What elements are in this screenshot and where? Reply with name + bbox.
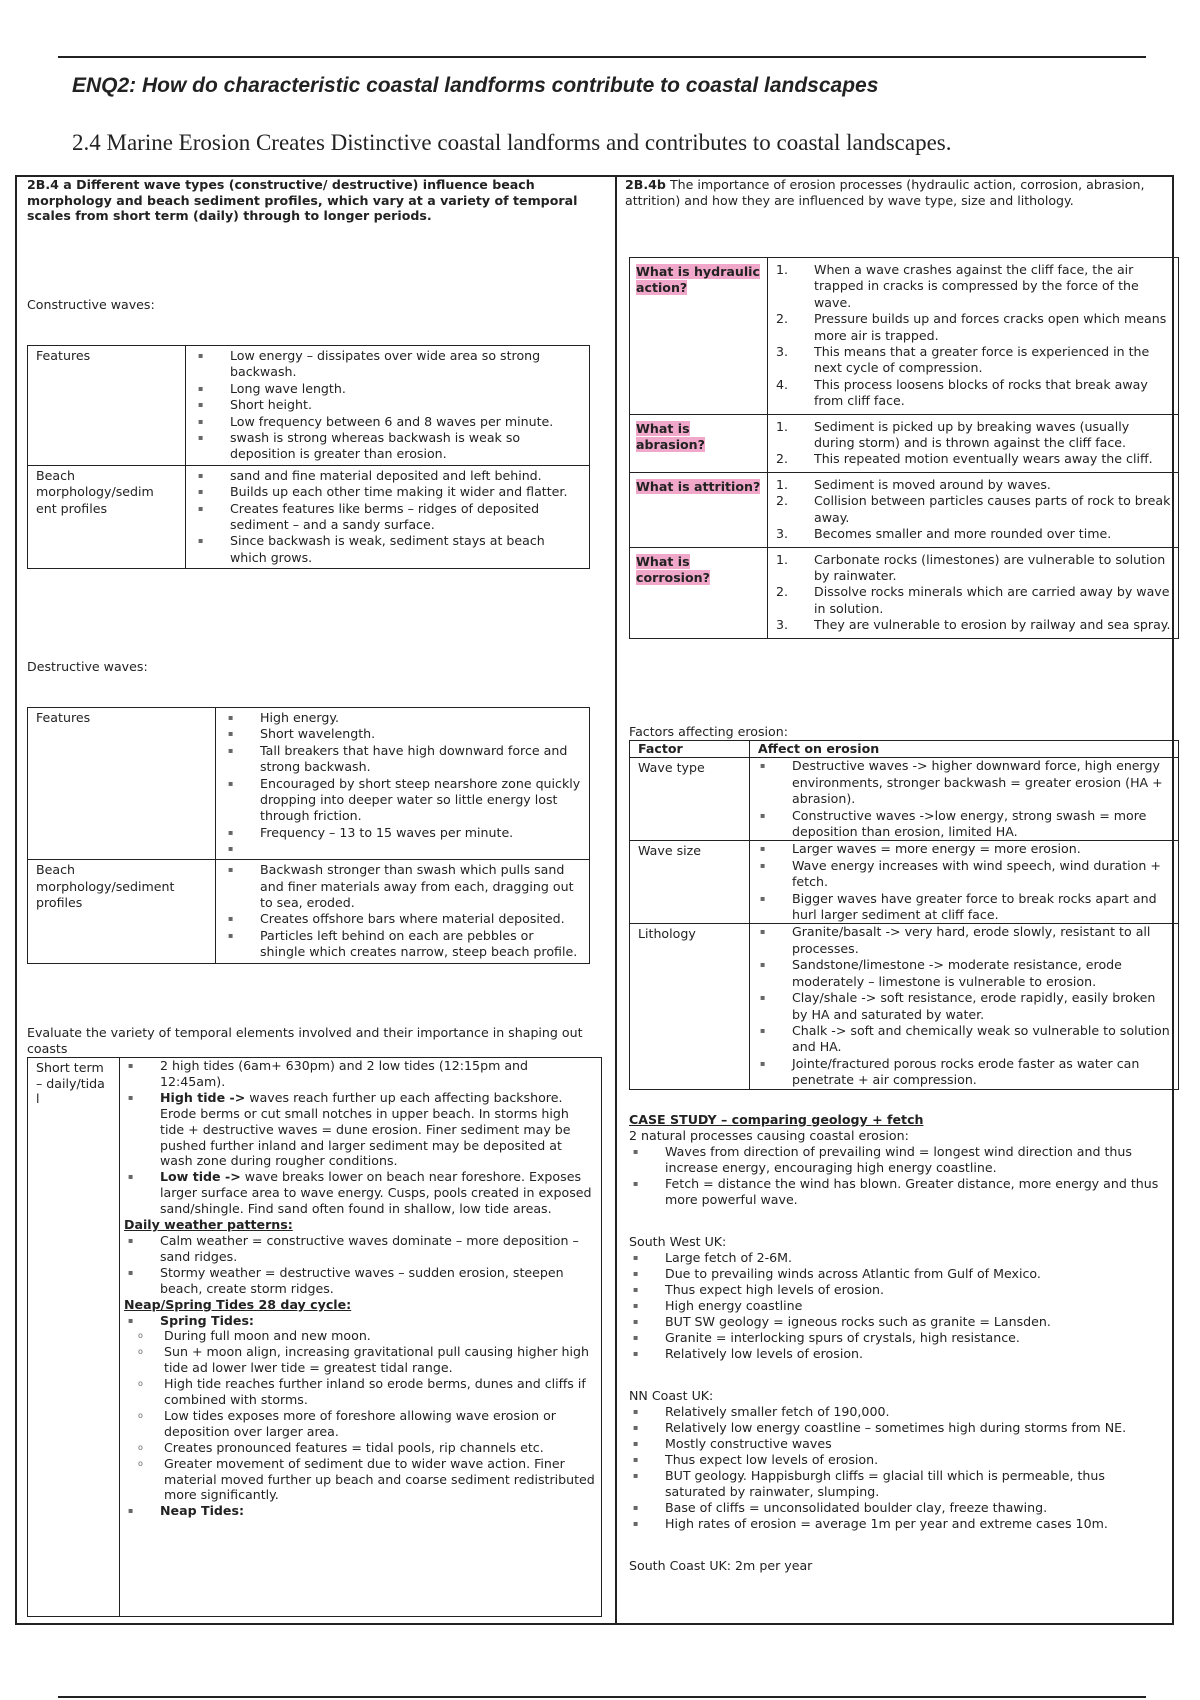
destructive-features-list — [224, 710, 581, 857]
list-item: 3. This means that a greater force is experienced in the next cycle of compression. — [776, 344, 1150, 376]
spec-code: 2B.4b — [625, 177, 666, 192]
list-item: ▪ Calm weather = constructive waves dominate – more deposition – sand ridges. — [124, 1233, 597, 1265]
list-item: ▪ Long wave length. — [194, 381, 581, 397]
list-item: ▪ Waves from direction of prevailing wind = longest wind direction and thus increase energy, encouraging high energy coastline. — [629, 1144, 1159, 1176]
destructive-waves-label: Destructive waves: — [27, 659, 148, 674]
list-item: ▪ Large fetch of 2-6M. — [629, 1250, 1159, 1266]
factors-label: Factors affecting erosion: — [629, 724, 788, 739]
list-item: ▪ Thus expect low levels of erosion. — [629, 1452, 1159, 1468]
list-item: ▪ BUT SW geology = igneous rocks such as granite = Lansden. — [629, 1314, 1159, 1330]
daily-weather-heading: Daily weather patterns: — [124, 1217, 293, 1233]
beach-morphology-label: Beach morphology/sedim ent profiles — [28, 465, 186, 568]
abrasion-question: What is abrasion? — [636, 420, 705, 453]
list-item: ▪ High energy. — [224, 710, 581, 726]
list-item: ▪ Granite/basalt -> very hard, erode slowly, resistant to all processes. — [756, 924, 1172, 957]
factor-wave-size: Wave size — [630, 841, 750, 924]
features-label: Features — [28, 708, 216, 860]
abrasion-list — [774, 419, 1172, 468]
daily-weather-list — [124, 1233, 597, 1297]
table-row — [28, 860, 590, 963]
list-item — [124, 1090, 597, 1170]
high-tide-text: waves reach further up each affecting backshore. Erode berms or cut small notches in upper beach. In storms high tide + destructive waves = dune erosion. Finer sediment may be pushed further inland and larger sediment may be deposited at wash zone during rougher conditions. — [160, 1089, 571, 1169]
south-coast-line: South Coast UK: 2m per year — [629, 1558, 813, 1573]
list-item: ▪ Sandstone/limestone -> moderate resistance, erode moderately – limestone is vulnerable to erosion. — [756, 957, 1172, 990]
section-title: 2.4 Marine Erosion Creates Distinctive coastal landforms and contributes to coastal landscapes. — [72, 130, 952, 155]
list-item: ▪ High rates of erosion = average 1m per year and extreme cases 10m. — [629, 1516, 1159, 1532]
list-item: ▪ Bigger waves have greater force to break rocks apart and hurl larger sediment at cliff face. — [756, 891, 1172, 924]
table-row — [630, 472, 1179, 547]
list-item: ▪ Creates features like berms – ridges of deposited sediment – and a sandy surface. — [194, 501, 581, 534]
tides-list — [124, 1058, 597, 1217]
spec-heading-2b4a: 2B.4 a Different wave types (constructive/ destructive) influence beach morphology and beach sediment profiles, which vary at a variety of temporal scales from short term (daily) through to longer periods. — [27, 177, 578, 223]
list-item: o Sun + moon align, increasing gravitational pull causing higher high tide ad lower lwer tide = greatest tidal range. — [124, 1344, 597, 1376]
neap-tides-heading: Neap Tides: — [160, 1503, 244, 1519]
list-item: ▪ Short height. — [194, 397, 581, 413]
list-item: ▪ Larger waves = more energy = more erosion. — [756, 841, 1172, 857]
bottom-rule — [58, 1696, 1146, 1698]
evaluate-prompt: Evaluate the variety of temporal elements involved and their importance in shaping out coasts — [27, 1025, 583, 1056]
list-item — [224, 841, 581, 857]
list-item: ▪ Base of cliffs = unconsolidated boulder clay, freeze thawing. — [629, 1500, 1159, 1516]
list-item: ▪ Low energy – dissipates over wide area so strong backwash. — [194, 348, 581, 381]
spec-text: The importance of erosion processes (hydraulic action, corrosion, abrasion, attrition) and how they are influenced by wave type, size and lithology. — [625, 177, 1145, 208]
list-item: 1. Carbonate rocks (limestones) are vulnerable to solution by rainwater. — [776, 551, 1166, 583]
neap-spring-heading: Neap/Spring Tides 28 day cycle: — [124, 1296, 352, 1312]
list-item: ▪ Due to prevailing winds across Atlantic from Gulf of Mexico. — [629, 1266, 1159, 1282]
table-row — [630, 547, 1179, 638]
tide-cycle-list — [124, 1313, 597, 1520]
destructive-waves-table — [27, 707, 590, 964]
list-item — [124, 1169, 597, 1217]
erosion-processes-table — [629, 257, 1179, 639]
list-item: 2. Dissolve rocks minerals which are carried away by wave in solution. — [776, 584, 1170, 616]
list-item: 2. Collision between particles causes parts of rock to break away. — [776, 493, 1171, 525]
spec-heading-2b4b — [625, 177, 1155, 208]
list-item: o Greater movement of sediment due to wider wave action. Finer material moved further up beach and coarse sediment redistributed more significantly. — [124, 1456, 597, 1504]
low-tide-label: Low tide -> — [160, 1169, 241, 1185]
attrition-list — [774, 477, 1172, 543]
list-item: ▪ sand and fine material deposited and left behind. — [194, 468, 581, 484]
top-rule — [58, 56, 1146, 58]
list-item: 3. They are vulnerable to erosion by railway and sea spray. — [776, 617, 1171, 633]
list-item: 1. When a wave crashes against the cliff face, the air trapped in cracks is compressed by the force of the wave. — [776, 262, 1139, 310]
destructive-beach-list — [224, 862, 581, 960]
table-row — [630, 258, 1179, 415]
list-item: ▪ Jointe/fractured porous rocks erode faster as water can penetrate + air compression. — [756, 1056, 1172, 1089]
list-item: ▪ Constructive waves ->low energy, strong swash = more deposition than erosion, limited HA. — [756, 808, 1172, 841]
list-item: ▪ Thus expect high levels of erosion. — [629, 1282, 1159, 1298]
list-item: ▪ Relatively low levels of erosion. — [629, 1346, 1159, 1362]
wave-type-list — [756, 758, 1172, 840]
hydraulic-action-question: What is hydraulic action? — [636, 264, 760, 296]
list-item: 1. Sediment is moved around by waves. — [776, 476, 1051, 492]
list-item: ▪ Granite = interlocking spurs of crystals, high resistance. — [629, 1330, 1159, 1346]
constructive-waves-label: Constructive waves: — [27, 297, 155, 312]
table-row — [630, 741, 1179, 758]
enquiry-title: ENQ2: How do characteristic coastal landforms contribute to coastal landscapes — [72, 74, 879, 97]
list-item: ▪ Relatively low energy coastline – sometimes high during storms from NE. — [629, 1420, 1159, 1436]
list-item: ▪ Wave energy increases with wind speech, wind duration + fetch. — [756, 858, 1172, 891]
list-item: ▪ Frequency – 13 to 15 waves per minute. — [224, 825, 581, 841]
list-item: ▪ Builds up each other time making it wider and flatter. — [194, 484, 581, 500]
list-item: 1. Sediment is picked up by breaking waves (usually during storm) and is thrown against the cliff face. — [776, 418, 1130, 451]
corrosion-list — [774, 552, 1172, 634]
table-row — [630, 924, 1179, 1089]
list-item: ▪ Fetch = distance the wind has blown. Greater distance, more energy and thus more powerful wave. — [629, 1176, 1159, 1208]
list-item: ▪ Destructive waves -> higher downward force, high energy environments, stronger backwash = greater erosion (HA + abrasion). — [756, 758, 1172, 807]
list-item: o Low tides exposes more of foreshore allowing wave erosion or deposition over larger area. — [124, 1408, 597, 1440]
table-row — [28, 708, 590, 860]
spring-tides-list — [124, 1328, 597, 1503]
list-item: ▪ Chalk -> soft and chemically weak so vulnerable to solution and HA. — [756, 1023, 1172, 1056]
wave-size-list — [756, 841, 1172, 923]
factor-wave-type: Wave type — [630, 758, 750, 841]
table-row — [28, 465, 590, 568]
south-west-list — [629, 1250, 1159, 1362]
list-item: ▪ Low frequency between 6 and 8 waves per minute. — [194, 414, 581, 430]
list-item — [124, 1503, 597, 1519]
list-item: 2. Pressure builds up and forces cracks open which means more air is trapped. — [776, 311, 1167, 343]
factor-header: Factor — [630, 741, 750, 758]
lithology-list — [756, 924, 1172, 1088]
content-frame — [15, 175, 1174, 1625]
short-term-label: Short term – daily/tida l — [28, 1058, 120, 1617]
table-row — [28, 1058, 602, 1617]
list-item: ▪ 2 high tides (6am+ 630pm) and 2 low tides (12:15pm and 12:45am). — [124, 1058, 597, 1090]
list-item: ▪ Clay/shale -> soft resistance, erode rapidly, easily broken by HA and saturated by water. — [756, 990, 1172, 1023]
attrition-question: What is attrition? — [636, 478, 761, 494]
list-item: ▪ Tall breakers that have high downward force and strong backwash. — [224, 743, 581, 776]
list-item: ▪ Creates offshore bars where material deposited. — [224, 911, 581, 927]
list-item: 4. This process loosens blocks of rocks that break away from cliff face. — [776, 376, 1148, 409]
table-row — [630, 758, 1179, 841]
factor-lithology: Lithology — [630, 924, 750, 1089]
corrosion-question: What is corrosion? — [636, 553, 710, 585]
nn-coast-list — [629, 1404, 1159, 1532]
constructive-waves-table — [27, 345, 590, 569]
affect-header: Affect on erosion — [750, 741, 1179, 758]
list-item: ▪ Encouraged by short steep nearshore zone quickly dropping into deeper water so little energy lost through friction. — [224, 776, 581, 825]
high-tide-label: High tide -> — [160, 1089, 246, 1105]
case-study-section — [629, 1112, 1159, 1574]
nn-coast-heading: NN Coast UK: — [629, 1388, 714, 1403]
list-item: ▪ Mostly constructive waves — [629, 1436, 1159, 1452]
constructive-beach-list — [194, 468, 581, 566]
list-item: o During full moon and new moon. — [124, 1328, 597, 1344]
spring-tides-heading: Spring Tides: — [160, 1312, 254, 1328]
table-row — [630, 841, 1179, 924]
case-study-intro-list — [629, 1144, 1159, 1208]
list-item — [124, 1313, 597, 1504]
list-item: o High tide reaches further inland so erode berms, dunes and cliffs if combined with storms. — [124, 1376, 597, 1408]
table-row — [28, 346, 590, 466]
factors-table — [629, 740, 1179, 1090]
low-tide-text: wave breaks lower on beach near foreshore. Exposes larger surface area to wave energy. Cusps, pools created in exposed sand/shingle. Find sand often found in shallow, low tide areas. — [160, 1169, 592, 1217]
list-item: ▪ Stormy weather = destructive waves – sudden erosion, steepen beach, create storm ridges. — [124, 1265, 597, 1297]
list-item: ▪ Particles left behind on each are pebbles or shingle which creates narrow, steep beach profile. — [224, 928, 581, 961]
beach-morphology-label: Beach morphology/sediment profiles — [28, 860, 216, 963]
south-west-heading: South West UK: — [629, 1234, 727, 1249]
case-study-intro: 2 natural processes causing coastal erosion: — [629, 1128, 909, 1143]
column-divider — [615, 177, 617, 1623]
list-item: ▪ Relatively smaller fetch of 190,000. — [629, 1404, 1159, 1420]
list-item: ▪ Since backwash is weak, sediment stays at beach which grows. — [194, 533, 581, 566]
temporal-table — [27, 1057, 602, 1617]
case-study-heading: CASE STUDY – comparing geology + fetch — [629, 1112, 924, 1127]
list-item: ▪ BUT geology. Happisburgh cliffs = glacial till which is permeable, thus saturated by rainwater, slumping. — [629, 1468, 1159, 1500]
list-item: o Creates pronounced features = tidal pools, rip channels etc. — [124, 1440, 597, 1456]
constructive-features-list — [194, 348, 581, 463]
features-label: Features — [28, 346, 186, 466]
list-item: 3. Becomes smaller and more rounded over time. — [776, 526, 1112, 542]
hydraulic-action-list — [774, 262, 1172, 410]
list-item: ▪ swash is strong whereas backwash is weak so deposition is greater than erosion. — [194, 430, 581, 463]
list-item: ▪ Short wavelength. — [224, 726, 581, 742]
table-row — [630, 414, 1179, 472]
list-item: ▪ High energy coastline — [629, 1298, 1159, 1314]
list-item: ▪ Backwash stronger than swash which pulls sand and finer materials away from each, dragging out to sea, eroded. — [224, 862, 581, 911]
list-item: 2. This repeated motion eventually wears away the cliff. — [776, 451, 1153, 467]
